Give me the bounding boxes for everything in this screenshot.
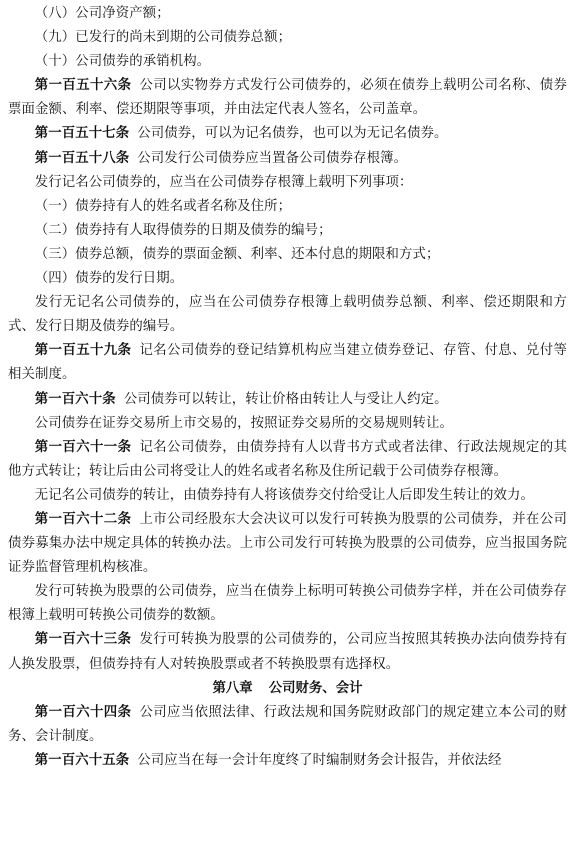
article-number: 第一百五十六条 — [34, 78, 132, 94]
article-number: 第一百六十一条 — [34, 439, 132, 455]
chapter-heading — [8, 677, 567, 701]
article-number: 第一百六十三条 — [34, 632, 132, 648]
article-paragraph — [8, 147, 567, 171]
article-paragraph — [8, 436, 567, 484]
paragraph-text: 发行可转换为股票的公司债券，应当在债券上标明可转换公司债券字样，并在公司债券存根簿上载明可转换公司债券的数额。 — [8, 584, 567, 624]
paragraph-text: 公司以实物券方式发行公司债券的，必须在债券上载明公司名称、债券票面金额、利率、偿还期限等事项，并由法定代表人签名，公司盖章。 — [8, 78, 567, 118]
paragraph-text: 公司债券，可以为记名债券，也可以为无记名债券。 — [137, 126, 448, 142]
paragraph-text: 记名公司债券，由债券持有人以背书方式或者法律、行政法规规定的其他方式转让；转让后由公司将受让人的姓名或者名称及住所记载于公司债券存根簿。 — [8, 439, 567, 479]
paragraph-text: 发行记名公司债券的，应当在公司债券存根簿上载明下列事项： — [34, 174, 413, 190]
paragraph-text: （九）已发行的尚未到期的公司债券总额； — [34, 30, 292, 46]
paragraph-text: 公司应当在每一会计年度终了时编制财务会计报告，并依法经 — [137, 752, 502, 768]
article-paragraph — [8, 122, 567, 146]
paragraph-text: （一）债券持有人的姓名或者名称及住所； — [34, 198, 292, 214]
article-number: 第一百五十八条 — [34, 150, 130, 166]
paragraph-text: 记名公司债券的登记结算机构应当建立债券登记、存管、付息、兑付等相关制度。 — [8, 343, 567, 383]
chapter-title: 公司财务、会计 — [268, 680, 363, 696]
body-paragraph — [8, 171, 567, 195]
body-paragraph — [8, 580, 567, 628]
paragraph-text: 上市公司经股东大会决议可以发行可转换为股票的公司债券，并在公司债券募集办法中规定具体的转换办法。上市公司发行可转换为股票的公司债券，应当报国务院证券监督管理机构核准。 — [8, 511, 567, 576]
body-paragraph — [8, 219, 567, 243]
body-paragraph — [8, 26, 567, 50]
article-number: 第一百六十二条 — [34, 511, 132, 527]
article-number: 第一百六十四条 — [34, 704, 132, 720]
article-paragraph — [8, 701, 567, 749]
body-paragraph — [8, 243, 567, 267]
paragraph-text: 发行可转换为股票的公司债券的，公司应当按照其转换办法向债券持有人换发股票，但债券持有人对转换股票或者不转换股票有选择权。 — [8, 632, 567, 672]
paragraph-text: （三）债券总额，债券的票面金额、利率、还本付息的期限和方式； — [34, 246, 440, 262]
article-paragraph — [8, 74, 567, 122]
article-paragraph — [8, 339, 567, 387]
paragraph-text: 公司债券可以转让，转让价格由转让人与受让人约定。 — [123, 391, 448, 407]
paragraph-text: （十）公司债券的承销机构。 — [34, 54, 211, 70]
article-paragraph — [8, 508, 567, 580]
body-paragraph — [8, 50, 567, 74]
article-number: 第一百五十七条 — [34, 126, 130, 142]
article-paragraph — [8, 749, 567, 773]
body-paragraph — [8, 2, 567, 26]
paragraph-text: （八）公司净资产额； — [34, 6, 170, 21]
body-paragraph — [8, 484, 567, 508]
body-paragraph — [8, 412, 567, 436]
body-paragraph — [8, 291, 567, 339]
article-number: 第一百六十五条 — [34, 752, 130, 768]
paragraph-text: （四）债券的发行日期。 — [34, 271, 184, 287]
body-paragraph — [8, 195, 567, 219]
article-paragraph — [8, 388, 567, 412]
article-number: 第一百六十条 — [34, 391, 116, 407]
paragraph-text: （二）债券持有人取得债券的日期及债券的编号； — [34, 222, 332, 238]
body-paragraph — [8, 267, 567, 291]
article-paragraph — [8, 628, 567, 676]
paragraph-text: 无记名公司债券的转让，由债券持有人将该债券交付给受让人后即发生转让的效力。 — [34, 487, 534, 503]
paragraph-text: 公司应当依照法律、行政法规和国务院财政部门的规定建立本公司的财务、会计制度。 — [8, 704, 567, 744]
paragraph-text: 公司发行公司债券应当置备公司债券存根簿。 — [137, 150, 408, 166]
paragraph-text: 公司债券在证券交易所上市交易的，按照证券交易所的交易规则转让。 — [34, 415, 454, 431]
article-number: 第一百五十九条 — [34, 343, 132, 359]
paragraph-text: 发行无记名公司债券的，应当在公司债券存根簿上载明债券总额、利率、偿还期限和方式、发行日期及债券的编号。 — [8, 295, 567, 335]
chapter-number: 第八章 — [212, 680, 253, 696]
